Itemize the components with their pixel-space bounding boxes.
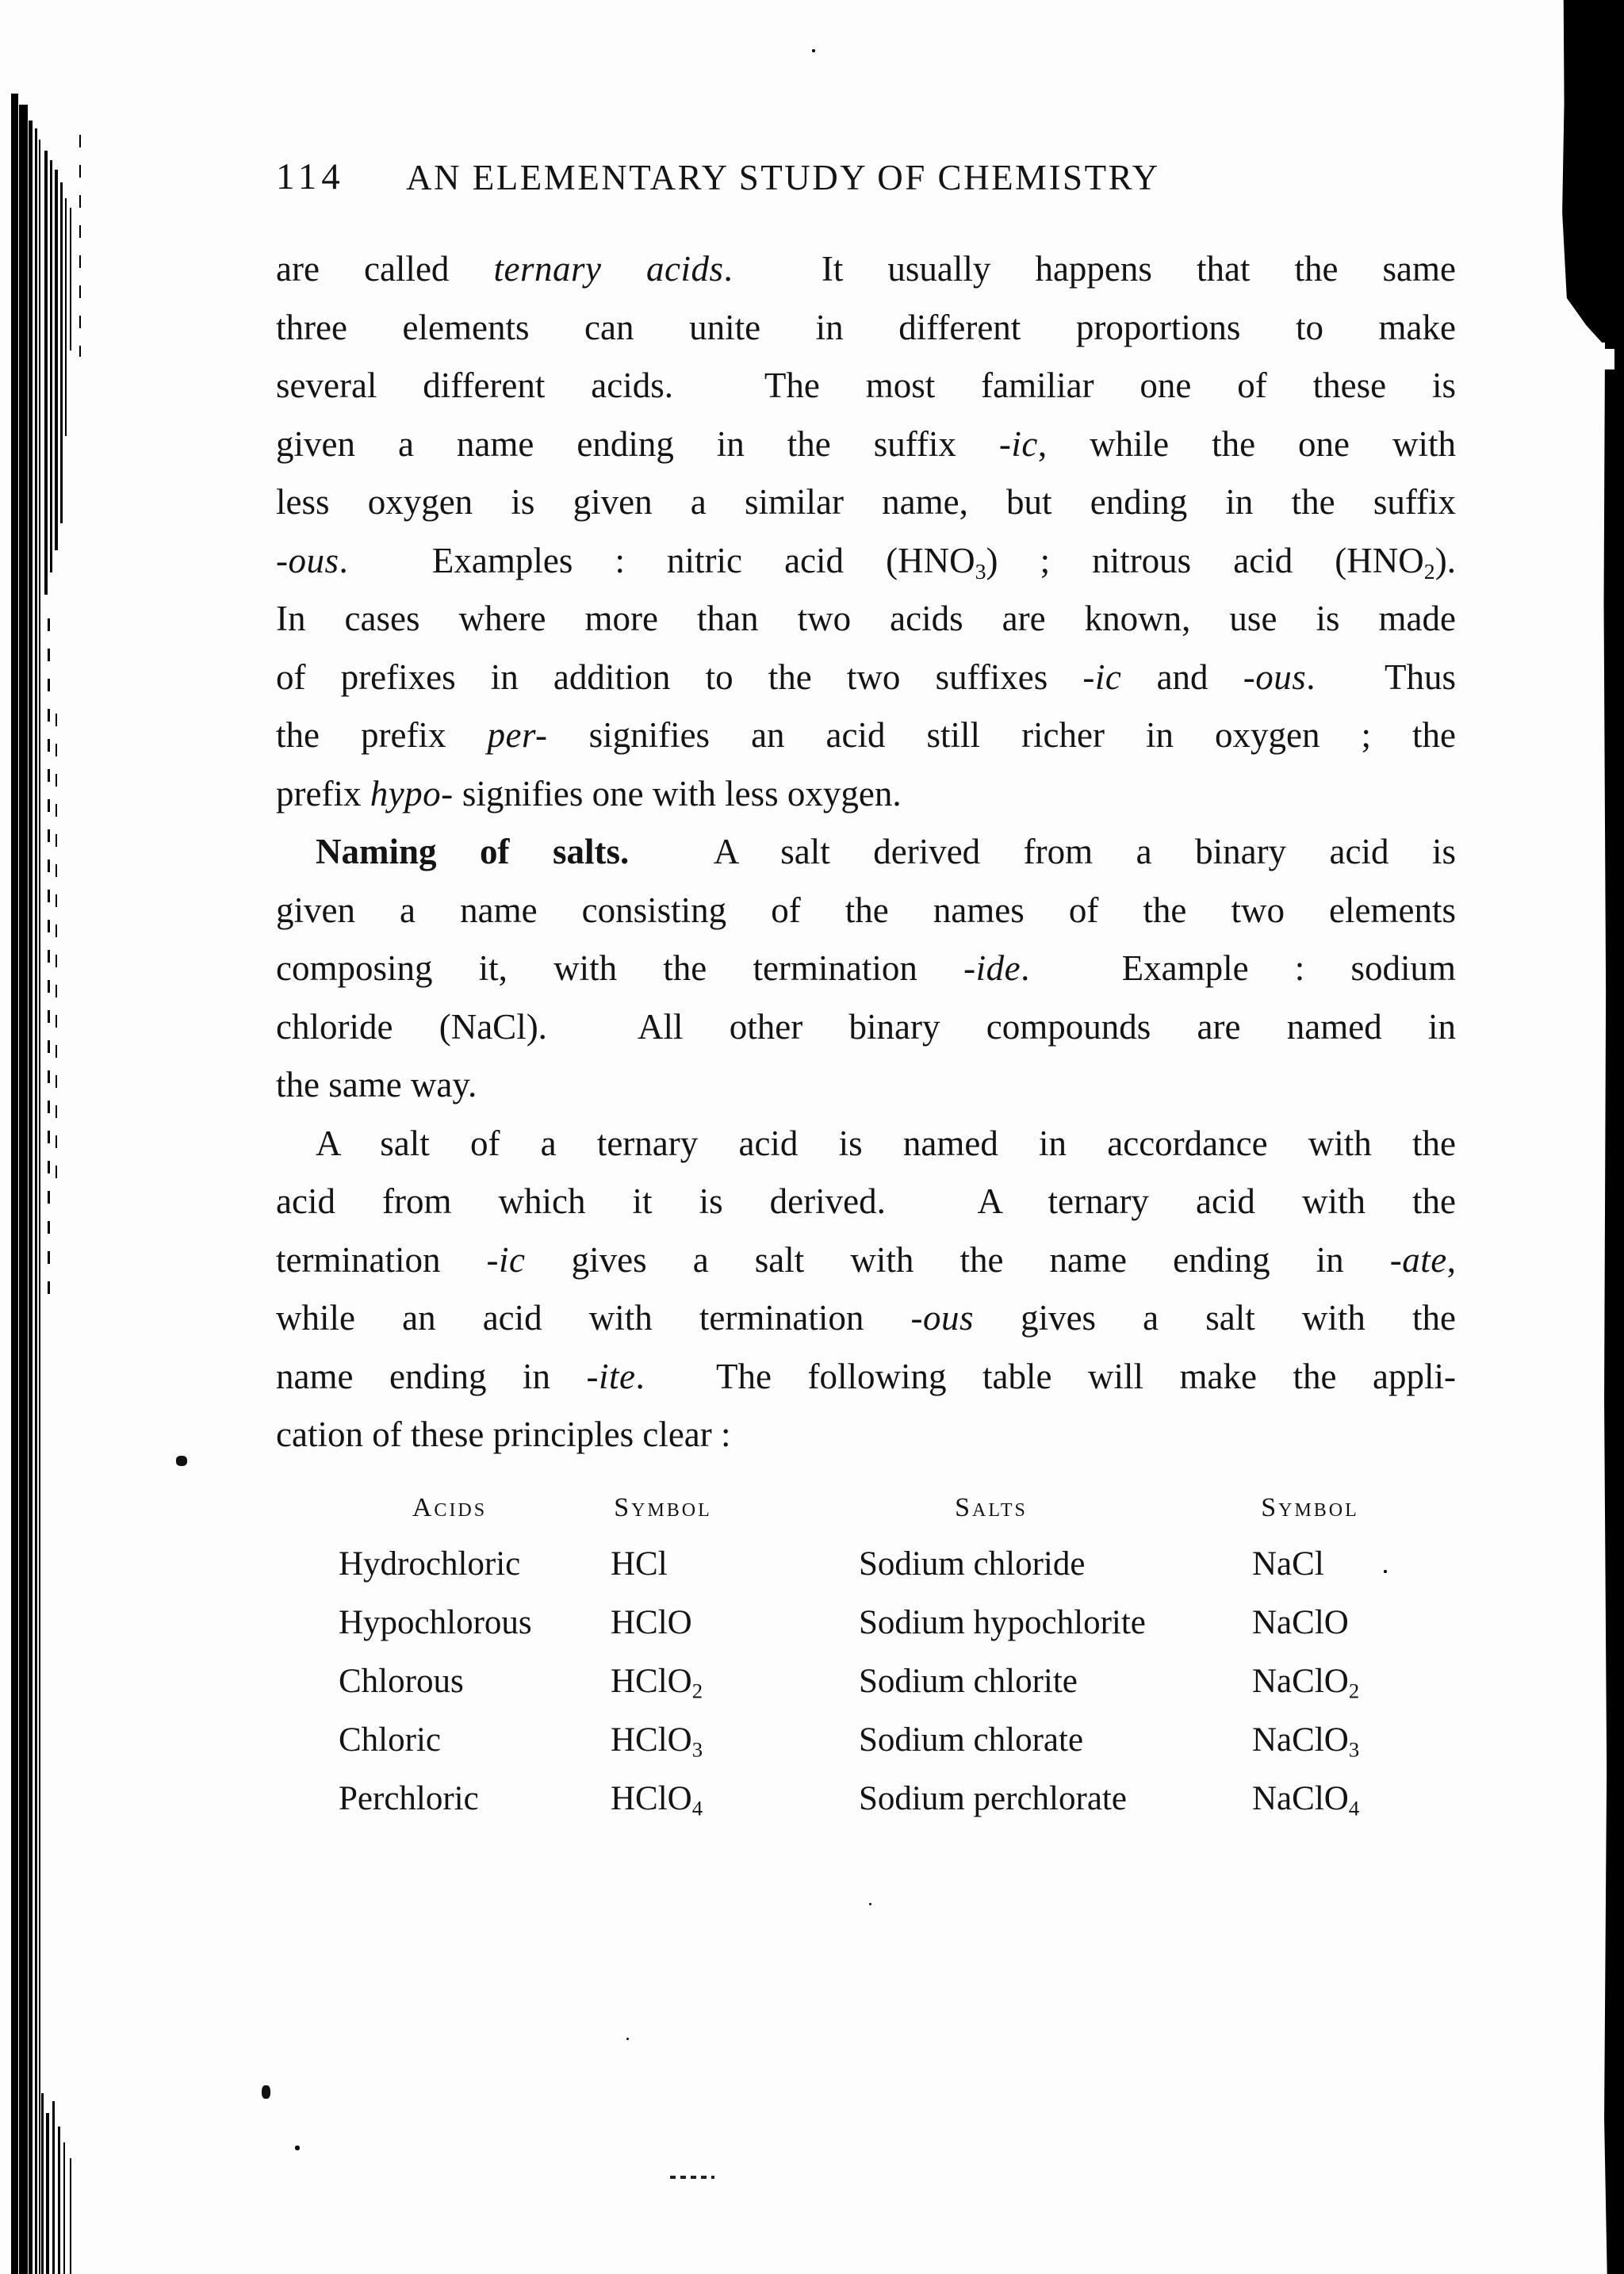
text-line: A salt of a ternary acid is named in accordance with the [316,1123,1456,1163]
table-header-row [0,1484,1624,1537]
text-line: In cases where more than two acids are known, use is made [276,599,1456,638]
acid-symbol: HCl [611,1545,668,1583]
acid-name: Chlorous [339,1663,464,1700]
text-line: chloride (NaCl). All other binary compounds are named in [276,1006,1456,1047]
binding-streak-dotted [48,618,50,1300]
text-line: acid from which it is derived. A ternary acid with the [276,1181,1456,1221]
salt-name: Sodium hypochlorite [859,1604,1146,1641]
binding-streak [44,151,48,595]
table-row [0,1595,1624,1654]
text-line: -ous. Examples : nitric acid $(HNO_3)$ ; nitrous acid $(HNO_2)$. [276,540,1456,584]
binding-streak [55,170,58,550]
text-line: termination -ic gives a salt with the name ending in -ate, [276,1239,1456,1280]
binding-streak [11,94,18,2274]
text-line: three elements can unite in different proportions to make [276,307,1456,347]
acid-name: Hydrochloric [339,1545,521,1583]
acids-salts-table [0,1484,1624,1830]
page-number: 114 [276,156,345,197]
salt-name: Sodium perchlorate [859,1780,1127,1817]
binding-streak-dotted [79,135,81,357]
scan-artifact-right-edge [1603,331,1624,2274]
salt-symbol: NaClO$_4$ [1252,1780,1360,1820]
running-header-title: AN ELEMENTARY STUDY OF CHEMISTRY [406,158,1160,197]
text-line: Naming of salts. A salt derived from a binary acid is [316,832,1456,871]
acid-symbol: HClO$_3$ [611,1721,703,1762]
salt-name: Sodium chlorite [859,1663,1078,1700]
text-line: name ending in -ite. The following table will make the appli- [276,1356,1456,1396]
text-line: the same way. [276,1065,477,1104]
binding-streak [70,2158,71,2274]
binding-streak [52,2101,55,2274]
scan-artifact-white-notch [1603,349,1614,369]
binding-streak [50,160,52,572]
binding-streak [63,2142,65,2274]
salt-name: Sodium chloride [859,1545,1086,1583]
text-line: prefix hypo- signifies one with less oxygen. [276,773,902,814]
table-row [0,1654,1624,1713]
table-row [0,1713,1624,1771]
acid-symbol: HClO$_4$ [611,1780,703,1820]
text-line: the prefix per- signifies an acid still richer in oxygen ; the [276,715,1457,755]
text-line: composing it, with the termination -ide. Example : sodium [276,948,1457,988]
salt-symbol: NaClO$_3$ [1252,1721,1360,1762]
scan-speck [626,2038,629,2040]
table-row [0,1537,1624,1595]
scan-speck [812,49,815,52]
text-line: of prefixes in addition to the two suffixes -ic and -ous. Thus [276,657,1456,697]
text-line: given a name ending in the suffix -ic, while the one with [276,423,1456,464]
binding-streak [70,208,71,350]
binding-streak [41,2093,44,2274]
acid-symbol: HClO [611,1604,692,1641]
text-line: are called ternary acids. It usually happens that the same [276,249,1456,289]
salt-symbol: NaClO [1252,1604,1349,1641]
table-row [0,1771,1624,1830]
binding-streak [39,140,40,2274]
acid-symbol: HClO$_2$ [611,1663,703,1703]
binding-streak-dotted [56,714,57,1189]
salt-symbol: NaClO$_2$ [1252,1663,1360,1703]
scan-speck [262,2085,270,2099]
table-header-salts: Salts [955,1493,1028,1522]
scan-smudge-dashes [670,2176,714,2179]
table-header-symbol-1: Symbol [614,1493,712,1522]
text-line: while an acid with termination -ous gives a salt with the [276,1298,1456,1338]
acid-name: Perchloric [339,1780,479,1817]
scan-speck [869,1903,871,1905]
acid-name: Chloric [339,1721,441,1759]
text-line: less oxygen is given a similar name, but ending in the suffix [276,482,1456,522]
acid-name: Hypochlorous [339,1604,532,1641]
binding-streak [60,182,63,523]
salt-symbol: NaCl [1252,1545,1324,1583]
binding-streak [19,105,28,2274]
table-header-acids: Acids [412,1493,488,1522]
text-line: cation of these principles clear : [276,1415,731,1454]
binding-streak [29,121,33,2274]
salt-name: Sodium chlorate [859,1721,1084,1759]
table-header-symbol-2: Symbol [1261,1493,1359,1522]
binding-streak [65,198,67,436]
scan-speck [295,2146,300,2150]
text-line: given a name consisting of the names of the two elements [276,890,1456,930]
text-line: several different acids. The most familiar one of these is [276,366,1456,405]
binding-streak [58,2127,60,2274]
page-text [276,240,1456,1464]
scan-speck [176,1456,187,1466]
scan-artifact-top-right-corner [1559,0,1624,343]
binding-streak [46,2113,49,2274]
binding-streak [35,128,37,2274]
